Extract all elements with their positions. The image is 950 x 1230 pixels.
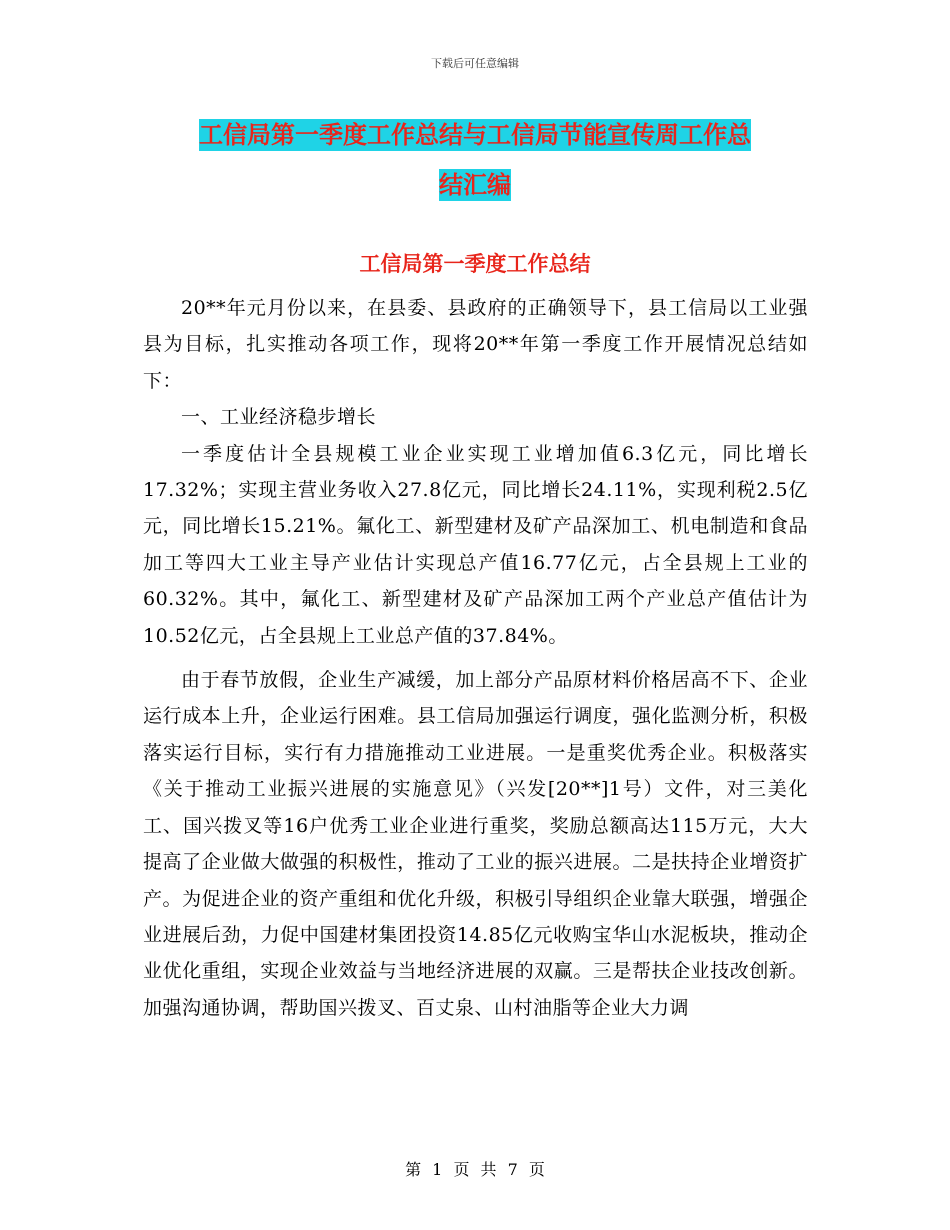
document-body: [143, 290, 808, 1026]
paragraph-heading-1: 一、工业经济稳步增长: [181, 406, 377, 429]
paragraph-intro: 20**年元月份以来，在县委、县政府的正确领导下，县工信局以工业强县为目标，扎实推动各项工作，现将20**年第一季度工作开展情况总结如下：: [143, 297, 808, 392]
header-note: 下载后可任意编辑: [431, 57, 519, 70]
document-title-line-1: 工信局第一季度工作总结与工信局节能宣传周工作总: [199, 121, 751, 149]
paragraph-economy: 一季度估计全县规模工业企业实现工业增加值6.3亿元，同比增长17.32%；实现主营业务收入27.8亿元，同比增长24.11%，实现利税2.5亿元，同比增长15.21%。氟化工、新型建材及矿产品深加工、机电制造和食品加工等四大工业主导产业估计实现总产值16.77亿元，占全县规上工业的60.32%。其中，氟化工、新型建材及矿产品深加工两个产业总产值估计为10.52亿元，占全县规上工业总产值的37.84%。: [143, 442, 808, 647]
document-title-line-2: 结汇编: [439, 171, 511, 199]
page-number: 第 1 页 共 7 页: [405, 1160, 545, 1179]
document-title: [140, 110, 810, 210]
section-title: 工信局第一季度工作总结: [359, 252, 591, 276]
paragraph-measures: 由于春节放假，企业生产减缓，加上部分产品原材料价格居高不下、企业运行成本上升，企业运行困难。县工信局加强运行调度，强化监测分析，积极落实运行目标，实行有力措施推动工业进展。一是重奖优秀企业。积极落实《关于推动工业振兴进展的实施意见》（兴发[20**]1号）文件，对三美化工、国兴拨叉等16户优秀工业企业进行重奖，奖励总额高达115万元，大大提高了企业做大做强的积极性，推动了工业的振兴进展。二是扶持企业增资扩产。为促进企业的资产重组和优化升级，积极引导组织企业靠大联强，增强企业进展后劲，力促中国建材集团投资14.85亿元收购宝华山水泥板块，推动企业优化重组，实现企业效益与当地经济进展的双赢。三是帮扶企业技改创新。加强沟通协调，帮助国兴拨叉、百丈泉、山村油脂等企业大力调: [143, 669, 808, 1019]
